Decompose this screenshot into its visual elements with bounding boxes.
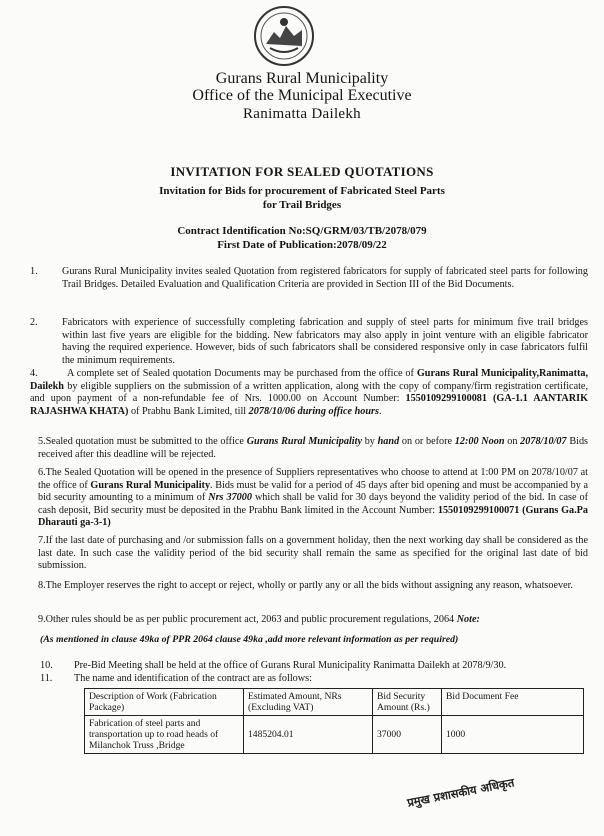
table-cell: 37000 [373,716,442,754]
para-2-number: 2. [30,317,38,328]
office-name: Office of the Municipal Executive [192,87,412,104]
para-2-text: Fabricators with experience of successfully completing fabrication and supply of steel parts for minimum five trail bridges within last five years are eligible for the bidding. New fabricators may also apply in joint venture with an eligible fabricator having the required experience. However, bids of such fabricators shall be considered responsive only in case fabricators fulfil the minimum requirements. [62,317,588,366]
para-9-note: (As mentioned in clause 49ka of PPR 2064 clause 49ka ,add more relevant information as per required) [40,634,459,645]
para-8: 8.The Employer reserves the right to accept or reject, wholly or partly any or all the bids without assigning any reason, whatsoever. [38,580,573,591]
contract-table [84,688,584,754]
para-4: 4. A complete set of Sealed quotation Documents may be purchased from the office of Gurans Rural Municipality,Ranimatta, Dailekh by eligible suppliers on the submission of a written application, along with the copy of company/firm registration certificate, and upon payment of a non-refundable fee of Nrs. 1000.00 on Account Number: 1550109299100081 (GA-1.1 AANTARIK RAJASHWA KHATA) of Prabhu Bank Limited, till 2078/10/06 during office hours. [30,368,589,417]
para-11-text: The name and identification of the contract are as follows: [74,673,312,684]
table-cell: Fabrication of steel parts and transportation up to road heads of Milanchok Truss ,Bridge [85,716,244,754]
para-1-text: Gurans Rural Municipality invites sealed Quotation from registered fabricators for supply of fabricated steel parts for following Trail Bridges. Detailed Evaluation and Qualification Criteria are provided in Section III of the Bid Documents. [62,266,588,290]
notice-title: INVITATION FOR SEALED QUOTATIONS [170,164,434,179]
table-header-cell: Bid Document Fee [442,689,584,716]
para-10-number: 10. [40,660,53,671]
table-header-row [85,689,584,716]
table-cell: 1000 [442,716,584,754]
para-10-text: Pre-Bid Meeting shall be held at the office of Gurans Rural Municipality Ranimatta Dailekh at 2078/9/30. [74,660,507,671]
para-1-number: 1. [30,266,38,277]
para-6: 6.The Sealed Quotation will be opened in the presence of Suppliers representatives who choose to attend at 1:00 PM on 2078/10/07 at the office of Gurans Rural Municipality. Bids must be valid for a period of 45 days after bid opening and must be accompanied by a bid security amounting to a minimum of Nrs 37000 which shall be valid for 30 days beyond the validity period of the bid. In case of cash deposit, Bid security must be deposited in the Prabhu Bank limited in the Account Number: 1550109299100071 (Gurans Ga.Pa Dharauti ga-3-1) [38,467,589,529]
table-header-cell: Description of Work (Fabrication Package) [85,689,244,716]
para-11-number: 11. [40,673,53,684]
municipality-name: Gurans Rural Municipality [215,70,389,87]
notice-subtitle: Invitation for Bids for procurement of Fabricated Steel Parts for Trail Bridges [159,185,445,211]
table-header-cell: Estimated Amount, NRs (Excluding VAT) [244,689,373,716]
office-location: Ranimatta Dailekh [243,106,361,122]
table-header-cell: Bid Security Amount (Rs.) [373,689,442,716]
contract-identification: Contract Identification No:SQ/GRM/03/TB/2078/079 First Date of Publication:2078/09/22 [177,225,427,251]
municipality-emblem [252,4,316,68]
signature: प्रमुख प्रशासकीय अधिकृत [406,775,516,810]
para-5: 5.Sealed quotation must be submitted to the office Gurans Rural Municipality by hand on or before 12:00 Noon on 2078/10/07 Bids received after this deadline will be rejected. [38,436,589,460]
table-row [85,716,584,754]
para-9: 9.Other rules should be as per public procurement act, 2063 and public procurement regulations, 2064 Note: [38,614,480,625]
table-cell: 1485204.01 [244,716,373,754]
para-7: 7.If the last date of purchasing and /or submission falls on a government holiday, then the next working day shall be considered as the last date. In such case the validity period of the bid security shall remain the same as specified for the original last date of bid submission. [38,535,588,572]
